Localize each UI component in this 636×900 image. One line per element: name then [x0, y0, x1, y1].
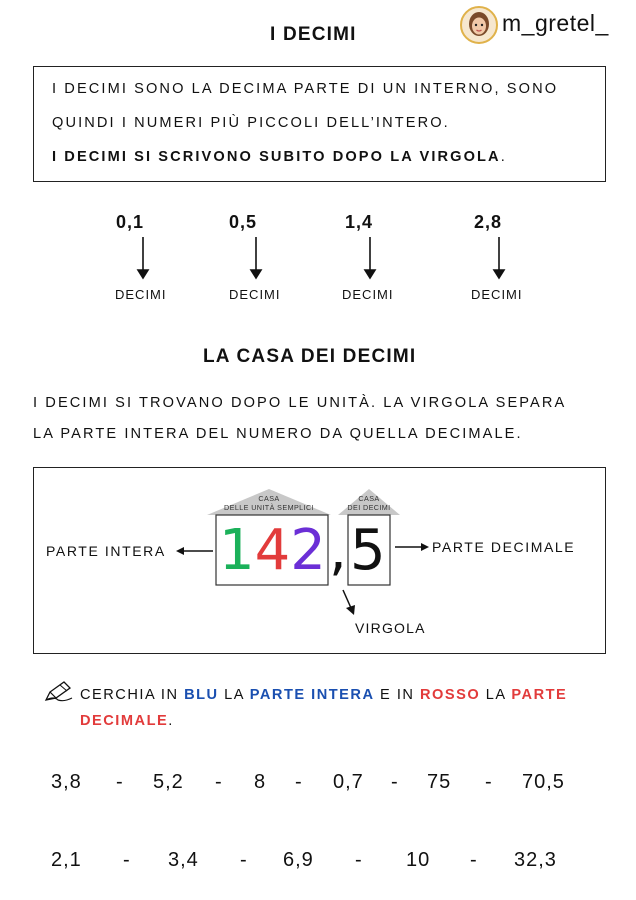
intro-line-2: QUINDI I NUMERI PIÙ PICCOLI DELL’INTERO. — [52, 115, 450, 131]
number-item[interactable]: 8 — [254, 771, 267, 793]
section-line-1: I DECIMI SI TROVANO DOPO LE UNITÀ. LA VIRGOLA SEPARA — [33, 395, 567, 411]
section-line-2: LA PARTE INTERA DEL NUMERO DA QUELLA DECIMALE. — [33, 426, 523, 442]
separator: - — [485, 771, 494, 793]
arrow-left-icon — [176, 547, 184, 555]
word-decimal: DECIMALE — [80, 713, 169, 729]
arrow-diagonal-icon — [346, 605, 355, 615]
example-label: DECIMI — [115, 287, 167, 302]
separator: - — [123, 849, 132, 871]
number-item[interactable]: 75 — [427, 771, 452, 793]
integer-digits — [219, 519, 326, 583]
separator: - — [295, 771, 304, 793]
roof-tenths-label: CASA DEI DECIMI — [347, 494, 391, 512]
digit-units-tens: 4 — [254, 518, 291, 583]
number-item[interactable]: 3,4 — [168, 849, 199, 871]
intro-line-3-end: . — [500, 149, 507, 165]
decimal-comma: , — [329, 518, 347, 583]
number-item[interactable]: 32,3 — [514, 849, 557, 871]
digit-units-ones: 2 — [290, 518, 326, 583]
roof-units-label: CASA DELLE UNITÀ SEMPLICI — [224, 494, 314, 512]
separator: - — [391, 771, 400, 793]
label-integer-part: PARTE INTERA — [46, 543, 166, 559]
exercise-instruction: CERCHIA IN BLU LA PARTE INTERA E IN ROSSO LA PARTE DECIMALE. — [80, 687, 568, 729]
label-comma: VIRGOLA — [355, 620, 426, 636]
page-title: I DECIMI — [270, 24, 357, 45]
intro-line-1: I DECIMI SONO LA DECIMA PARTE DI UN INTERNO, SONO — [52, 81, 559, 97]
word-red: ROSSO — [420, 687, 481, 703]
word-integer-part: PARTE INTERA — [249, 687, 375, 703]
username: m_gretel_ — [502, 10, 609, 36]
digit-units-hundreds: 1 — [219, 518, 255, 583]
section-title: LA CASA DEI DECIMI — [203, 346, 417, 367]
separator: - — [215, 771, 224, 793]
example-number: 0,1 — [116, 212, 145, 232]
pencil-writing-icon — [44, 680, 74, 702]
number-item[interactable]: 2,1 — [51, 849, 82, 871]
word-blue: BLU — [184, 687, 219, 703]
number-item[interactable]: 10 — [406, 849, 431, 871]
separator: - — [355, 849, 364, 871]
example-number: 0,5 — [229, 212, 258, 232]
example-label: DECIMI — [229, 287, 281, 302]
digit-tenths: 5 — [350, 518, 386, 583]
separator: - — [240, 849, 249, 871]
number-item[interactable]: 6,9 — [283, 849, 314, 871]
number-item[interactable]: 3,8 — [51, 771, 82, 793]
separator: - — [116, 771, 125, 793]
number-item[interactable]: 70,5 — [522, 771, 565, 793]
intro-line-3-bold: I DECIMI SI SCRIVONO SUBITO DOPO LA VIRGOLA — [52, 149, 501, 165]
separator: - — [470, 849, 479, 871]
example-number: 1,4 — [345, 212, 374, 232]
number-item[interactable]: 5,2 — [153, 771, 184, 793]
number-item[interactable]: 0,7 — [333, 771, 364, 793]
example-label: DECIMI — [471, 287, 523, 302]
example-number: 2,8 — [474, 212, 503, 232]
word-part: PARTE — [511, 687, 568, 703]
example-label: DECIMI — [342, 287, 394, 302]
arrow-right-icon — [421, 543, 429, 551]
label-decimal-part: PARTE DECIMALE — [432, 539, 576, 555]
